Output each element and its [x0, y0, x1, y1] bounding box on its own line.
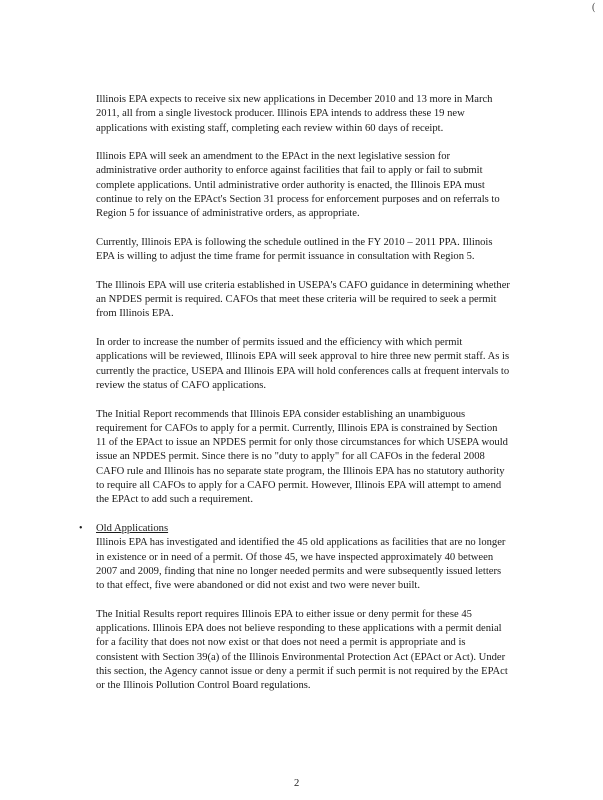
paragraph-old-applications-investigation: Illinois EPA has investigated and identified the 45 old applications as facilities that are no longer in existence or in need of a permit. Of those 45, we have inspected approximately 40 between 2007 and 2009, finding that nine no longer needed permits and were subsequently issued letters to that effect, five were abandoned or did not exist and two were never built. — [96, 537, 506, 592]
document-body — [79, 93, 510, 708]
paragraph-duty-to-apply: The Initial Report recommends that Illinois EPA consider establishing an unambiguous requirement for CAFOs to apply for a permit. Currently, Illinois EPA is constrained by Section 11 of the EPAct to issue an NPDES permit for only those circumstances for which USEPA would issue an NPDES permit. Since there is no "duty to apply" for all CAFOs in the federal 2008 CAFO rule and Illinois has no separate state program, the Illinois EPA has no statutory authority to require all CAFOs to apply for a CAFO permit. However, Illinois EPA will attempt to amend the EPAct to add such a requirement. — [96, 408, 508, 506]
section-heading: Old Applications — [96, 522, 169, 534]
paragraph-schedule: Currently, Illinois EPA is following the schedule outlined in the FY 2010 – 2011 PPA. Illinois EPA is willing to adjust the time frame for permit issuance in consultation with Region 5. — [96, 236, 493, 263]
paragraph-criteria: The Illinois EPA will use criteria established in USEPA's CAFO guidance in determining whether an NPDES permit is required. CAFOs that meet these criteria will be required to seek a permit from Illinois EPA. — [96, 279, 510, 320]
paragraph-new-applications: Illinois EPA expects to receive six new applications in December 2010 and 13 more in March 2011, all from a single livestock producer. Illinois EPA intends to address these 19 new applications with existing staff, completing each review within 60 days of receipt. — [96, 94, 493, 134]
page-number: 2 — [294, 778, 300, 789]
section-old-applications — [79, 522, 510, 694]
paragraph-administrative-order: Illinois EPA will seek an amendment to the EPAct in the next legislative session for administrative order authority to enforce against facilities that fail to apply or fail to submit complete applications. Until administrative order authority is enacted, the Illinois EPA must continue to rely on the EPAct's Section 31 process for enforcement purposes and on referrals to Region 5 for issuance of administrative orders, as appropriate. — [96, 151, 500, 220]
bullet-icon: • — [79, 522, 83, 534]
scan-corner-mark: ( — [592, 2, 596, 13]
paragraph-initial-results: The Initial Results report requires Illinois EPA to either issue or deny permit for these 45 applications. Illinois EPA does not believe responding to these applications with a permit denial for a facility that does not now exist or that does not need a permit is appropriate and is consistent with Section 39(a) of the Illinois Environmental Protection Act (EPAct or Act). Under this section, the Agency cannot issue or deny a permit if such permit is not required by the EPAct or the Illinois Pollution Control Board regulations. — [96, 608, 508, 692]
paragraph-staffing: In order to increase the number of permits issued and the efficiency with which permit applications will be reviewed, Illinois EPA will seek approval to hire three new permit staff. As is currently the practice, USEPA and Illinois EPA will hold conferences calls at frequent intervals to review the status of CAFO applications. — [96, 337, 510, 391]
